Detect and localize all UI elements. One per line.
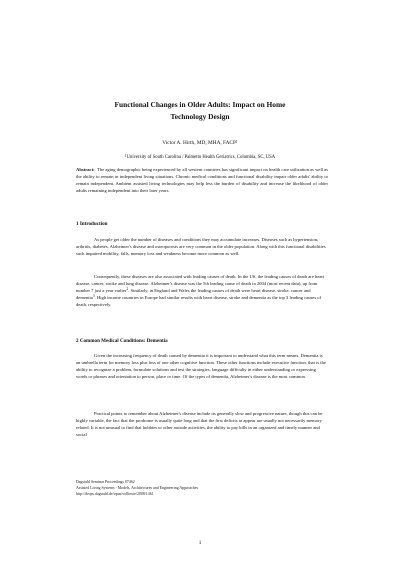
section-1-paragraph-2-text-c: . High income countries in Europe had similar results with heart disease, stroke and dementia as the top 3 leading causes of death, respectively. xyxy=(76,295,322,307)
section-2-paragraph-1-text: Given the increasing frequency of death caused by dementia it is important to understand what this term means. Dementia is an umbrella term for memory loss plus loss of one other cognitive function. These other functions include executive function, that is the ability to recognize a problem, formulate solutions and test the strategies, language difficulty in either understanding or expressing words or phrases and orientation to person, place or time. Of the types of dementia, Alzheimer's disease is the most common. xyxy=(76,353,326,379)
affiliation-line xyxy=(60,154,340,161)
section-1-paragraph-2-text-b: . Similarly, in England and Wales the leading causes of death were heart disease, stroke, cancer and dementia xyxy=(76,288,311,300)
author-superscript: 1 xyxy=(235,140,238,144)
title-line-2: Technology Design xyxy=(170,112,230,121)
section-1-paragraph-1-text: As people get older the number of diseases and conditions they may accumulate increases. Diseases such as hypertension, arthritis, diabetes, Alzheimer's disease and osteoporosis are very common in the older population. Along with this functional disabilities such impaired mobility, falls, memory loss and weakness become more common as well. xyxy=(76,237,326,256)
section-1-paragraph-2-text-a: Consequently, these diseases are also associated with leading causes of death. In the US, the leading causes of death are heart disease, cancer, stroke and lung disease. Alzheimer's disease was the 5th leading cause of death in 2004 (most recent data), up from number 7 just a year earlier xyxy=(76,274,325,293)
footer-seminar-title: Assisted Living Systems - Models, Architectures and Engineering Approaches xyxy=(76,485,198,490)
section-2-heading: 2 Common Medical Conditions: Dementia xyxy=(76,338,168,344)
section-2-paragraph-2-text: Practical points to remember about Alzheimer's disease include its generally slow and progressive nature, though this can be highly variable, the fact that the prodrome is usually quite long and that the first deficits to appear are usually not necessarily memory related. It is not unusual to find that hobbies or other outside activities, the ability to pay bills in an organized and timely manner and social xyxy=(76,411,323,437)
citation-3: 3 xyxy=(92,294,95,298)
section-2-paragraph-2 xyxy=(76,410,328,438)
footer-url: http://drops.dagstuhl.de/opus/volltexte/2008/1461 xyxy=(76,491,154,496)
affiliation-text: University of South Carolina / Palmetto Health Geriatrics, Columbia, SC, USA xyxy=(126,155,276,160)
abstract xyxy=(76,166,328,194)
author-name: Victor A. Hirth, MD, MHA, FACP xyxy=(162,140,236,146)
abstract-text: The aging demographic being experienced by all western countries has significant impact on health care utilization as well as the ability to remain in independent living situations. Chronic medical conditions and functional disability impair older adults' ability to remain independent. Ambient assisted living technologies may help less the burden of disability and increase the likelihood of older adults remaining independent into their later years. xyxy=(76,167,329,193)
paper-title xyxy=(70,99,330,123)
abstract-label: Abstract: xyxy=(76,167,95,172)
footer-notice xyxy=(76,480,326,497)
title-line-1: Functional Changes in Older Adults: Impact on Home xyxy=(114,100,286,109)
citation-2: 2 xyxy=(126,287,129,291)
author-line xyxy=(60,139,340,147)
section-1-paragraph-1 xyxy=(76,236,328,257)
footer-proceedings: Dagstuhl Seminar Proceedings 07462 xyxy=(76,480,135,484)
section-1-heading: 1 Introduction xyxy=(76,221,108,227)
affiliation-superscript: 1 xyxy=(124,154,127,158)
section-1-paragraph-2 xyxy=(76,273,328,308)
page-number: 1 xyxy=(198,540,202,546)
section-2-paragraph-1 xyxy=(76,352,328,380)
